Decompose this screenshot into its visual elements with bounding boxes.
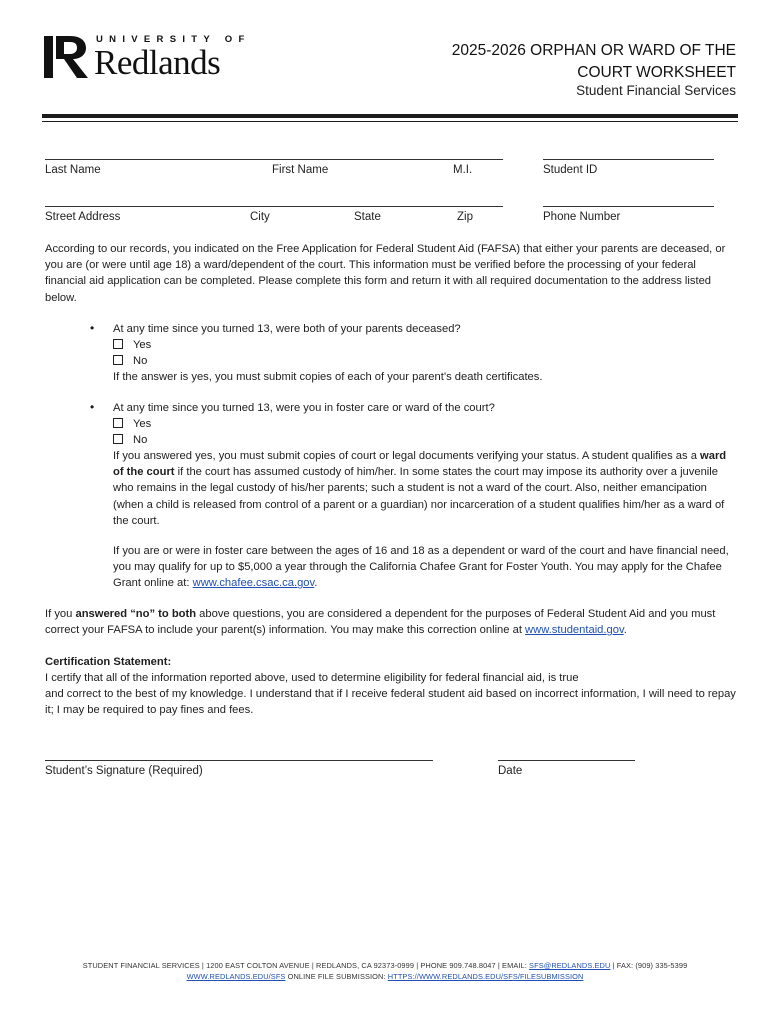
phone-number-label: Phone Number [543,211,621,223]
footer-line-1 [0,961,770,970]
city-label: City [250,211,270,223]
zip-label: Zip [457,211,473,223]
q2-note-b: if the court has assumed custody of him/her. In some states the court may impose its authority over a juvenile who remains in the legal custody of his/her parents; such a student is not a ward of the court. Also, neither emancipation (when a child is released from control of a parent or a guardian) nor incarceration of a student qualifies him/her as a ward of the court. [113,466,725,527]
q1-yes-label: Yes [133,339,152,351]
last-name-label: Last Name [45,164,101,176]
date-line[interactable] [498,760,635,761]
intro-paragraph: According to our records, you indicated on the Free Application for Federal Student Aid (FAFSA) that either your parents are deceased, or you are (or were until age 18) a ward/dependent of the court. This information must be verified before the processing of your federal financial aid application can be completed. Please complete this form and return it with all required documentation to the address listed below. [45,243,726,304]
certification-line-1: I certify that all of the information reported above, used to determine eligibility for federal financial aid, is true [45,672,579,684]
chafee-paragraph [113,543,739,592]
q1-no-option[interactable] [113,353,147,369]
certification-text [45,670,739,719]
q2-question: At any time since you turned 13, were you in foster care or ward of the court? [113,402,495,414]
footer-submission-label: ONLINE FILE SUBMISSION: [285,972,388,981]
state-label: State [354,211,381,223]
q2-yes-label: Yes [133,418,152,430]
q2-note-a: If you answered yes, you must submit copies of court or legal documents verifying your status. A student qualifies as a [113,450,697,462]
answered-no-end: . [623,624,627,637]
chafee-end: . [314,577,318,590]
q2-yes-checkbox[interactable] [113,418,123,428]
footer-line-2 [0,972,770,981]
date-label: Date [498,765,523,777]
q1-no-checkbox[interactable] [113,355,123,365]
q1-bullet: • [90,321,95,335]
student-id-label: Student ID [543,164,598,176]
studentaid-link[interactable]: www.studentaid.gov [525,624,624,637]
header-rule-thin [42,121,738,122]
certification-heading: Certification Statement: [45,656,172,668]
title-line-2: COURT WORKSHEET [577,64,736,81]
q1-no-label: No [133,355,148,367]
answered-no-pre: If you [45,608,76,620]
first-name-label: First Name [272,164,329,176]
q2-note [113,448,739,529]
q2-bullet: • [90,400,95,414]
phone-field-line[interactable] [543,206,714,207]
q2-no-label: No [133,434,148,446]
answered-no-post: above questions, you are considered a dependent for the purposes of Federal Student Aid and you must correct your FAFSA to include your parent(s) information. You may make this correction online at [45,608,716,637]
page-title [452,40,736,84]
q2-yes-option[interactable] [113,416,151,432]
q1-note: If the answer is yes, you must submit copies of each of your parent’s death certificates. [113,371,543,383]
footer-email-link[interactable]: SFS@REDLANDS.EDU [529,961,611,970]
signature-label: Student’s Signature (Required) [45,765,203,777]
chafee-text: If you are or were in foster care between the ages of 16 and 18 as a dependent or ward of the court and have financial need, you may qualify for up to $5,000 a year through the California Chafee Grant for Foster Youth. You may apply for the Chafee Grant online at: [113,545,729,590]
certification-line-2: and correct to the best of my knowledge. I understand that if I receive federal student aid based on incorrect information, I will need to repay it; I may be required to pay fines and fees. [45,688,736,717]
chafee-link[interactable]: www.chafee.csac.ca.gov [192,577,315,590]
footer-contact: STUDENT FINANCIAL SERVICES | 1200 EAST COLTON AVENUE | REDLANDS, CA 92373-0999 | PHONE 909.748.8047 | EMAIL: [82,961,530,970]
q2-no-option[interactable] [113,432,147,448]
page-subtitle: Student Financial Services [576,83,736,98]
university-logo [44,34,251,82]
redlands-r-mark-icon [44,36,90,78]
logo-university-of: UNIVERSITY OF [96,34,251,45]
student-id-field-line[interactable] [543,159,714,160]
footer-web-link[interactable]: WWW.REDLANDS.EDU/SFS [186,972,286,981]
q2-no-checkbox[interactable] [113,434,123,444]
answered-no-bold: answered “no” to both [75,608,197,620]
title-line-1: 2025-2026 ORPHAN OR WARD OF THE [451,42,736,59]
mi-label: M.I. [453,164,473,176]
street-address-label: Street Address [45,211,121,223]
address-field-line[interactable] [45,206,503,207]
answered-no-paragraph [45,606,739,638]
logo-redlands: Redlands [94,43,221,82]
signature-line[interactable] [45,760,433,761]
q2-ward-of-court-bold: ward of the court [113,450,727,479]
name-field-line[interactable] [45,159,503,160]
footer-fax: | FAX: (909) 335-5399 [610,961,688,970]
q1-yes-checkbox[interactable] [113,339,123,349]
footer-upload-link[interactable]: HTTPS://WWW.REDLANDS.EDU/SFS/FILESUBMISSION [387,972,584,981]
header-rule-thick [42,114,738,118]
q1-question: At any time since you turned 13, were both of your parents deceased? [113,323,461,335]
q1-yes-option[interactable] [113,337,151,353]
